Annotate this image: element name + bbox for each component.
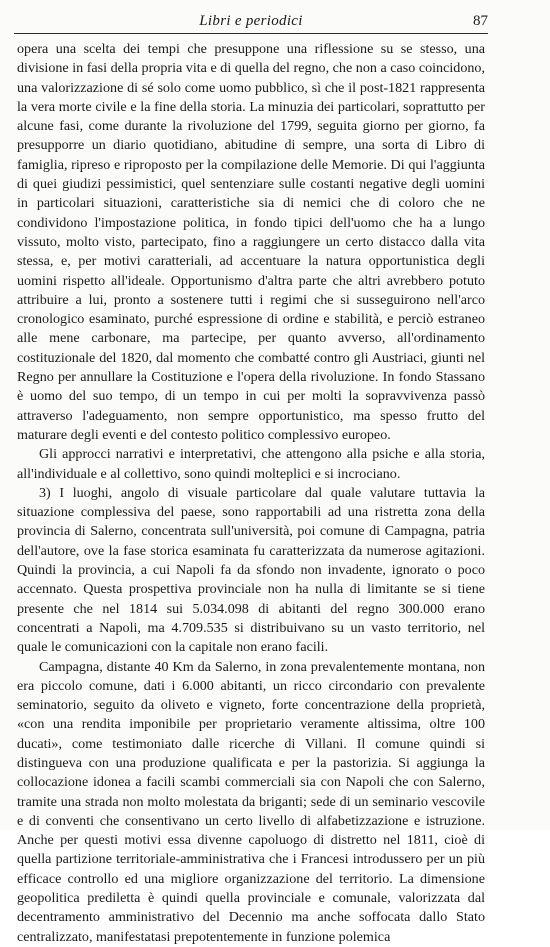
body-text — [17, 40, 485, 947]
paragraph: Campagna, distante 40 Km da Salerno, in zona prevalentemente montana, non era piccolo comune, dati i 6.000 abitanti, un ricco circondario con prevalente seminatorio, seguito da oliveto e vigneto, forte concentrazione della proprietà, «con una rendita imponibile per proprietario veramente altissima, oltre 100 ducati», come testimoniato dalle ricerche di Villani. Il comune quindi si distingueva con una produzione qualificata e per la pastorizia. Si aggiunga la collocazione idonea a facili scambi commerciali sia con Napoli che con Salerno, tramite una strada non molto molestata da briganti; sede di un seminario vescovile e di conventi che consentivano un certo livello di alfabetizzazione e istruzione. Anche per questi motivi essa divenne capoluogo di distretto nel 1811, cioè di quella partizione territoriale-amministrativa che i Francesi introdussero per un più efficace controllo ed una migliore organizzazione del territorio. La dimensione geopolitica prediletta è quindi quella provinciale e comunale, valorizzata dal decentramento amministrativo del Decennio ma anche soffocata dallo Stato centralizzato, manifestatasi prepotentemente in funzione polemica — [17, 658, 485, 945]
page-number: 87 — [473, 13, 488, 29]
paragraph: opera una scelta dei tempi che presuppone una riflessione su se stesso, una divisione in fasi della propria vita e di quella del regno, che non a caso coincidono, una valorizzazione di sé solo come uomo pubblico, sì che il post-1821 rappresenta la vera morte civile e la fine della storia. La minuzia dei particolari, soprattutto per alcune fasi, come durante la rivoluzione del 1799, seguita giorno per giorno, fa presupporre un diario quotidiano, abitudine di sempre, una sorta di Libro di famiglia, ripreso e riproposto per la compilazione delle Memorie. Di qui l'aggiunta di quei giudizi pessimistici, quel sentenziare sulle costanti negative degli uomini in particolari situazioni, caratteristiche sia di nemici che di coloro che ne condividono l'impostazione politica, in fondo tipici dell'uomo che ha a lungo vissuto, molto visto, partecipato, fino a raggiungere un certo distacco dalla vita stessa, e, per motivi caratteriali, ad accentuare la natura opportunistica degli uomini rispetto all'ideale. Opportunismo d'altra parte che altri avrebbero potuto attribuire a lui, pronto a sostenere tutti i regimi che si susseguirono nell'arco cronologico esaminato, purché espressione di ordine e stabilità, e perciò estraneo alle mene carbonare, ma partecipe, per quanto avverso, all'ordinamento costituzionale del 1820, dal momento che combatté contro gli Austriaci, giunti nel Regno per annullare la Costituzione e l'opera della rivoluzione. In fondo Stassano è uomo del suo tempo, di un tempo in cui per molti la sopravvivenza passò attraverso l'adeguamento, non sempre opportunistico, ma spesso frutto del maturare degli eventi e del contesto politico complessivo europeo. — [17, 41, 485, 443]
paragraph: Gli approcci narrativi e interpretativi, che attengono alla psiche e alla storia, all'individuale e al collettivo, sono quindi molteplici e si incrociano. — [17, 446, 485, 482]
page-header — [14, 10, 488, 32]
header-rule — [14, 33, 488, 34]
running-title: Libri e periodici — [199, 13, 303, 29]
paragraph: 3) I luoghi, angolo di visuale particolare dal quale valutare tuttavia la situazione complessiva del paese, sono rapportabili ad una ristretta zona della provincia di Salerno, concentrata sull'università, poi comune di Campagna, patria dell'autore, ove la fase storica esaminata fu caratterizzata da numerose agitazioni. Quindi la provincia, a cui Napoli fa da sfondo non invadente, ignorato o poco accennato. Questa prospettiva provinciale non ha nulla di limitante se si tiene presente che nel 1814 sui 5.034.098 di abitanti del regno 300.000 erano concentrati a Napoli, ma 4.709.535 si distribuivano su un vasto territorio, nel quale le comunicazioni con la capitale non erano facili. — [17, 484, 485, 656]
